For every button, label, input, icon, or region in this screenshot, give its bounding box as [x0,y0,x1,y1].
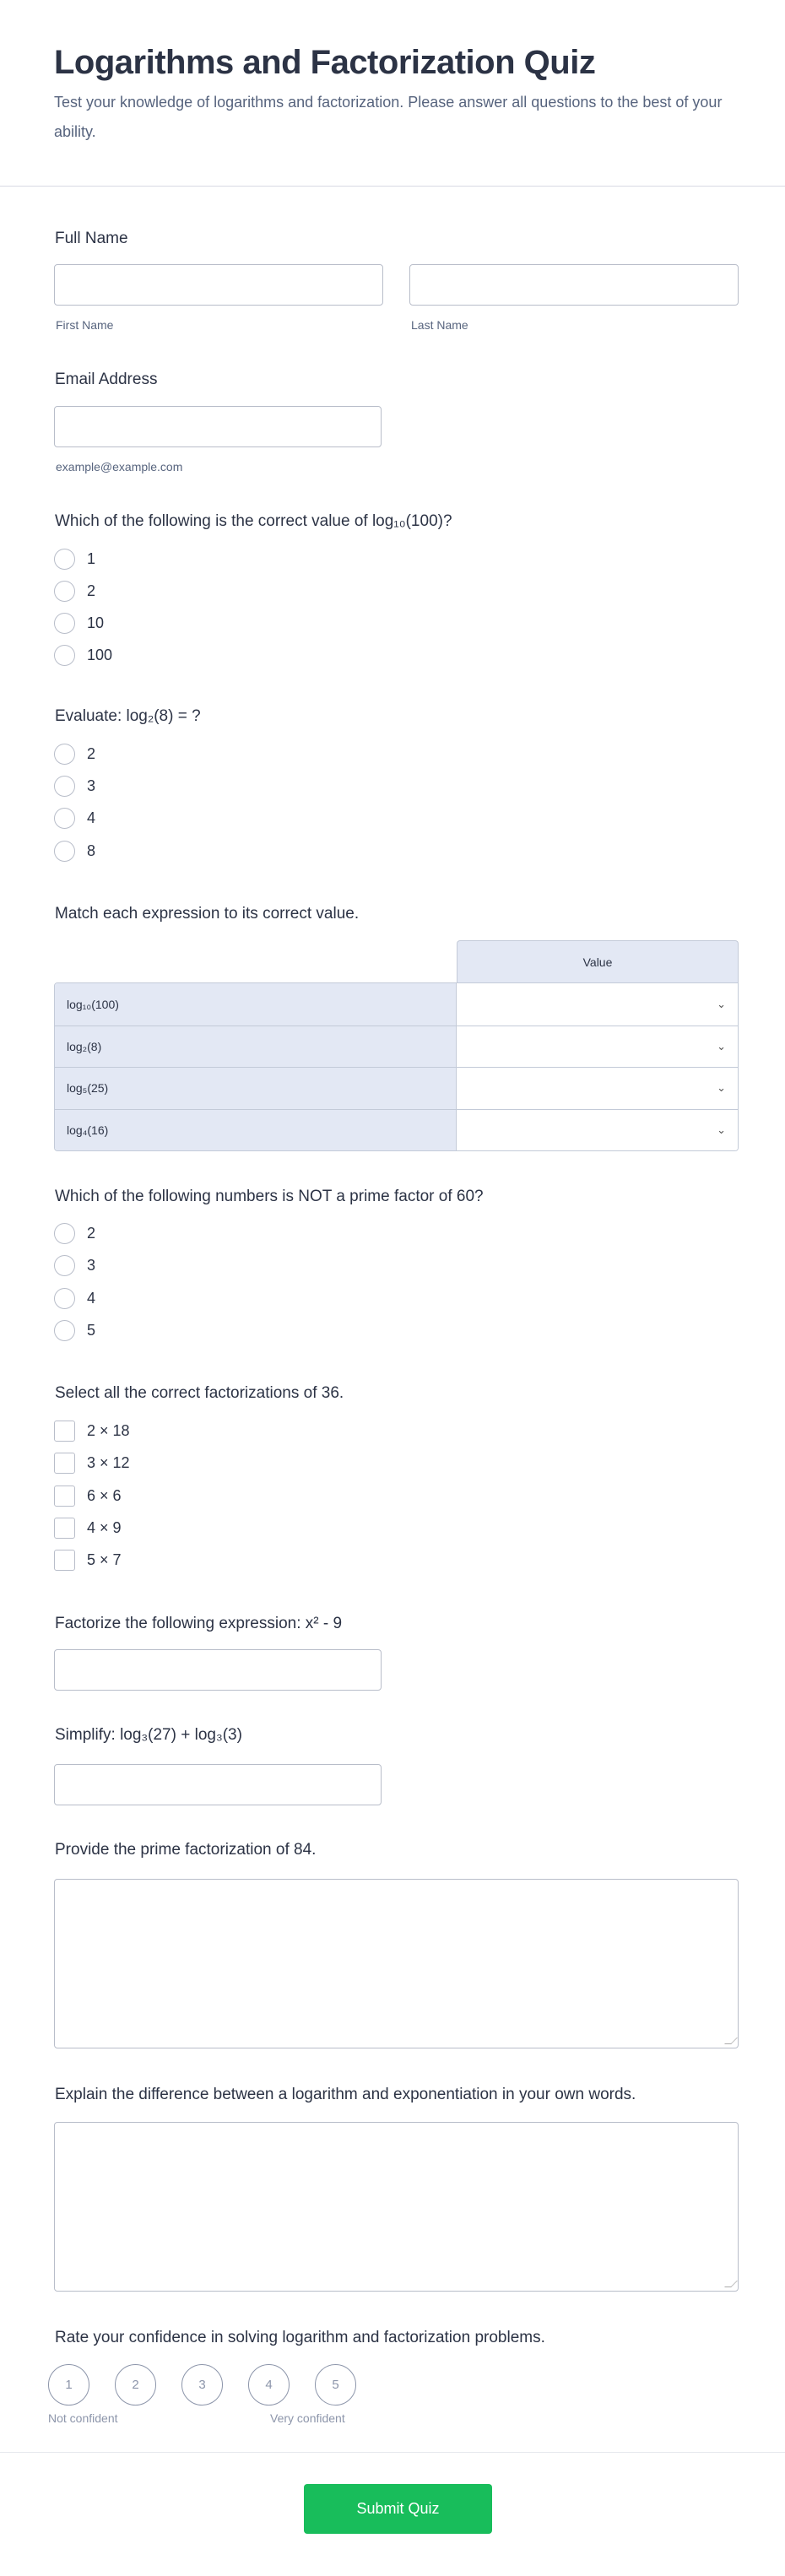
email-helper: example@example.com [56,460,183,474]
q3-label: Which of the following numbers is NOT a prime factor of 60? [55,1188,484,1205]
checkbox-icon[interactable] [54,1486,75,1507]
prime-factorization-textarea[interactable] [54,1879,739,2048]
resize-handle-icon[interactable] [724,2038,738,2044]
radio-option[interactable] [54,775,95,797]
radio-circle-icon[interactable] [54,744,75,765]
q5-label: Factorize the following expression: x² - 9 [55,1615,343,1632]
q6-label: Simplify: log₃(27) + log₃(3) [55,1726,242,1744]
value-select[interactable] [457,1068,738,1109]
rating-option-5[interactable]: 5 [315,2364,356,2406]
matrix-row-label: log₁₀(100) [55,983,457,1026]
checkbox-option[interactable] [54,1485,122,1507]
radio-circle-icon[interactable] [54,645,75,666]
radio-option[interactable] [54,807,95,829]
explanation-textarea[interactable] [54,2122,739,2292]
matrix-label: Match each expression to its correct value. [55,905,360,923]
rating-min-label: Not confident [48,2411,118,2425]
radio-circle-icon[interactable] [54,808,75,829]
checkbox-option[interactable] [54,1420,130,1442]
radio-circle-icon[interactable] [54,1288,75,1309]
checkbox-option[interactable] [54,1549,122,1571]
value-select[interactable] [457,1110,738,1151]
option-label: 1 [87,549,96,567]
radio-option[interactable] [54,548,95,570]
value-select[interactable] [457,1026,738,1068]
email-label: Email Address [55,371,158,388]
submit-button[interactable]: Submit Quiz [304,2484,492,2534]
option-label: 3 [87,1256,96,1274]
option-label: 2 [87,1224,96,1242]
option-label: 5 × 7 [87,1550,122,1568]
option-label: 100 [87,646,113,663]
radio-option[interactable] [54,1222,95,1244]
option-label: 2 × 18 [87,1421,130,1439]
radio-circle-icon[interactable] [54,581,75,602]
option-label: 6 × 6 [87,1486,122,1504]
q1-label: Which of the following is the correct value of log₁₀(100)? [55,512,452,530]
option-label: 2 [87,744,96,762]
factorize-input[interactable] [54,1649,382,1691]
email-input[interactable] [54,406,382,447]
chevron-down-icon: ⌄ [717,1123,726,1136]
rating-option-4[interactable]: 4 [248,2364,290,2406]
radio-circle-icon[interactable] [54,613,75,634]
matrix-row [55,983,738,1026]
rating-option-2[interactable]: 2 [115,2364,156,2406]
matrix-row-label: log₂(8) [55,1026,457,1068]
rating-option-1[interactable]: 1 [48,2364,89,2406]
matrix-row [55,1026,738,1068]
matrix-row [55,1109,738,1151]
full-name-label: Full Name [55,230,128,247]
page-title: Logarithms and Factorization Quiz [54,44,596,81]
checkbox-option[interactable] [54,1517,122,1539]
option-label: 4 [87,1289,96,1307]
header-divider [0,186,785,187]
option-label: 3 × 12 [87,1453,130,1471]
rating-option-3[interactable]: 3 [181,2364,223,2406]
radio-option[interactable] [54,1319,95,1341]
checkbox-icon[interactable] [54,1453,75,1474]
radio-circle-icon[interactable] [54,841,75,862]
option-label: 3 [87,777,96,794]
option-label: 8 [87,842,96,859]
checkbox-icon[interactable] [54,1550,75,1571]
resize-handle-icon[interactable] [724,2281,738,2287]
rating-max-label: Very confident [270,2411,345,2425]
value-select[interactable] [457,983,738,1026]
radio-circle-icon[interactable] [54,1320,75,1341]
radio-option[interactable] [54,1254,95,1276]
rating-label: Rate your confidence in solving logarithm and factorization problems. [55,2329,545,2346]
matrix-row [55,1067,738,1109]
checkbox-icon[interactable] [54,1518,75,1539]
first-name-sublabel: First Name [56,318,114,332]
radio-option[interactable] [54,644,112,666]
simplify-input[interactable] [54,1764,382,1805]
option-label: 2 [87,582,96,599]
radio-option[interactable] [54,743,95,765]
matrix-row-label: log₅(25) [55,1068,457,1109]
footer-divider [0,2452,785,2453]
first-name-input[interactable] [54,264,383,306]
page-description: Test your knowledge of logarithms and factorization. Please answer all questions to the best of your ability. [54,94,723,140]
q8-label: Explain the difference between a logarithm and exponentiation in your own words. [55,2086,636,2103]
checkbox-icon[interactable] [54,1421,75,1442]
option-label: 4 × 9 [87,1518,122,1536]
radio-option[interactable] [54,1287,95,1309]
radio-option[interactable] [54,580,95,602]
matrix-table [54,940,739,1151]
last-name-input[interactable] [409,264,739,306]
option-label: 4 [87,809,96,826]
radio-option[interactable] [54,612,104,634]
radio-option[interactable] [54,840,95,862]
chevron-down-icon: ⌄ [717,1039,726,1053]
checkbox-option[interactable] [54,1452,130,1474]
radio-circle-icon[interactable] [54,1223,75,1244]
radio-circle-icon[interactable] [54,776,75,797]
option-label: 5 [87,1321,96,1339]
radio-circle-icon[interactable] [54,1255,75,1276]
last-name-sublabel: Last Name [411,318,468,332]
q4-label: Select all the correct factorizations of 36. [55,1384,344,1402]
q7-label: Provide the prime factorization of 84. [55,1841,317,1859]
chevron-down-icon: ⌄ [717,997,726,1010]
chevron-down-icon: ⌄ [717,1081,726,1095]
radio-circle-icon[interactable] [54,549,75,570]
matrix-column-header: Value [457,940,739,982]
matrix-row-label: log₄(16) [55,1110,457,1151]
option-label: 10 [87,614,105,631]
q2-label: Evaluate: log₂(8) = ? [55,707,201,725]
